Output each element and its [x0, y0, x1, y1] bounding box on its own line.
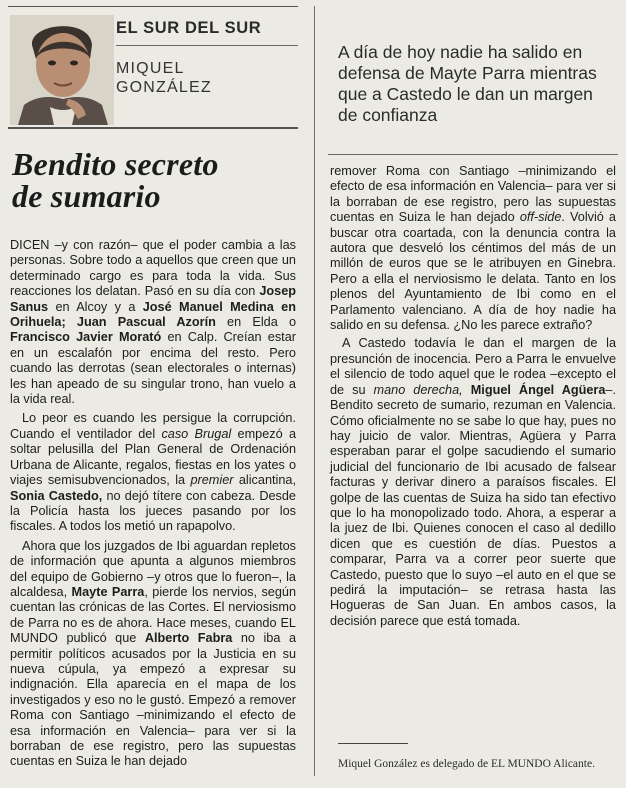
text-run: Lo peor es cuando les persigue la corrupción. Cuando el ventilador del — [10, 411, 296, 441]
text-run: no dejó títere con cabeza. Desde la Policía hasta los jueces pasando por los fiscales. A todos los metió un rapapolvo. — [10, 488, 296, 534]
headline-line-2: de sumario — [12, 178, 161, 214]
pull-quote: A día de hoy nadie ha salido en defensa de Mayte Parra mientras que a Castedo le dan un margen de confianza — [338, 42, 597, 125]
italic-term: premier — [190, 473, 234, 488]
name-morato: Francisco Javier Morató — [10, 330, 162, 345]
name-sonia-castedo: Sonia Castedo, — [10, 488, 103, 503]
text-run: en Calp. Creían estar en un escalafón por encima del resto. Pero cuando las derrotas (sean electorales o internas) les han apeado de su singular trono, han vuelo a la vida real. — [10, 330, 296, 407]
text-run: , pierde los nervios, según cuentan las crónicas de las Cortes. El nerviosismo de Parra no es de ahora. Hace meses, cuando EL MUNDO publicó que — [10, 584, 297, 646]
text-run: Ahora que los juzgados de Ibi aguardan repletos de información que apunta a algunos miembros del equipo de Gobierno –y otros que lo fueron–, la alcaldesa, — [10, 538, 296, 599]
footer-divider — [338, 743, 408, 744]
case-name: caso Brugal — [161, 426, 232, 441]
author-last-name: GONZÁLEZ — [116, 79, 212, 96]
text-run — [463, 383, 471, 397]
headline-line-1: Bendito secreto — [12, 146, 219, 182]
author-photo — [10, 15, 114, 125]
text-run: . Volvió a buscar otra coartada, con la denuncia contra la autora que desveló los céntimos del más de un millón de euros que se le atribuyen en Ginebra. Pero a ella el nerviosismo le delata. Tanto en los plenos del Ayuntamiento de Ibi como en el Parlamento valenciano. A día de hoy nadie ha salido en su defensa. ¿No les parece extraño? — [330, 210, 616, 333]
name-josep-sanus: Josep Sanus — [10, 284, 296, 314]
italic-offside: off-side — [519, 210, 562, 225]
text-run: A Castedo todavía le dan el margen de la presunción de inocencia. Pero a Parra le envuelve el silencio de todo aquel que le rodea –excepto el de su — [330, 336, 616, 397]
text-run: –. Bendito secreto de sumario, rezuman en Valencia. Cómo oficialmente no se sabe lo que hay, pues no hay juicio de valor. Mientras, Agüera y Parra esperaban parar el golpe sacudiendo el sumario judicial del funcionario de Ibi acusado de falsear facturas y derivar dinero a paraísos fiscales. El golpe de las cuentas de Suiza ha sido tan efectivo que lo ha monopolizado todo. Ahora, a esperar a la juez de Ibi. Quienes conocen el caso al dedillo dicen que es cuestión de días. Puestos a comparar, Parra va a correr peor suerte que Castedo, puesto que lo suyo –el auto en el que se pedirá la imputación– se retrasa hasta las Hogueras de San Juan. En ambos casos, la decisión parece que está tomada. — [330, 382, 617, 628]
paragraph-4 — [330, 336, 616, 629]
text-run: alicantina, — [233, 473, 296, 488]
italic-term: mano derecha, — [373, 382, 463, 397]
name-alberto-fabra: Alberto Fabra — [144, 631, 233, 646]
section-divider — [116, 45, 298, 46]
left-column — [8, 6, 298, 769]
name-mayte-parra: Mayte Parra — [71, 584, 145, 599]
paragraph-2 — [10, 411, 296, 534]
text-run: no iba a permitir políticos acusados por la Justicia en su nueva cúpula, ya empezó a expresar su indignación. Ella aparecía en el mapa de los investigados y eso no le gustó. Empezó a remover Roma con Santiago –minimizando el efecto de esa información en Valencia– para ver si la borraban de ese registro, pero las supuestas cuentas en Suiza le han dejado — [10, 631, 296, 769]
section-name: EL SUR DEL SUR — [116, 19, 262, 37]
article-headline — [12, 148, 298, 212]
text-run: en Alcoy y a — [48, 299, 143, 314]
article-body-left — [10, 238, 297, 769]
author-name — [116, 59, 296, 97]
text-run: –y con razón– que el poder cambia a las personas. Sobre todo a aquellos que creen que un determinado cargo es para toda la vida. Sus reacciones los delatan. Pasó en su día con — [10, 238, 296, 299]
author-first-name: MIQUEL — [116, 60, 185, 77]
author-portrait-image — [10, 15, 114, 125]
lead-word: DICEN — [10, 238, 50, 252]
paragraph-1 — [10, 238, 296, 407]
name-medina-azorin: José Manuel Medina en Orihuela; Juan Pascual Azorín — [10, 299, 296, 330]
text-run: remover Roma con Santiago –minimizando el efecto de esa información en Valencia– para ver si la borraban de ese registro, pero las supuestas cuentas en Suiza le han dejado — [330, 164, 616, 225]
header-divider — [8, 127, 298, 129]
text-run: empezó a soltar pelusilla del Plan General de Ordenación Urbana de Alicante, regalos, fiestas en los yates o viajes semisubvencionados, la — [10, 426, 296, 488]
column-divider — [314, 6, 315, 776]
paragraph-3-continued — [330, 164, 616, 333]
author-note: Miquel González es delegado de EL MUNDO Alicante. — [338, 758, 595, 770]
article-body-right — [330, 164, 616, 629]
name-miguel-angel-aguera: Miguel Ángel Agüera — [470, 382, 606, 397]
paragraph-3-start — [10, 538, 297, 769]
column-header — [8, 6, 298, 125]
text-run: en Elda o — [215, 315, 297, 330]
pull-quote-divider — [328, 154, 618, 155]
